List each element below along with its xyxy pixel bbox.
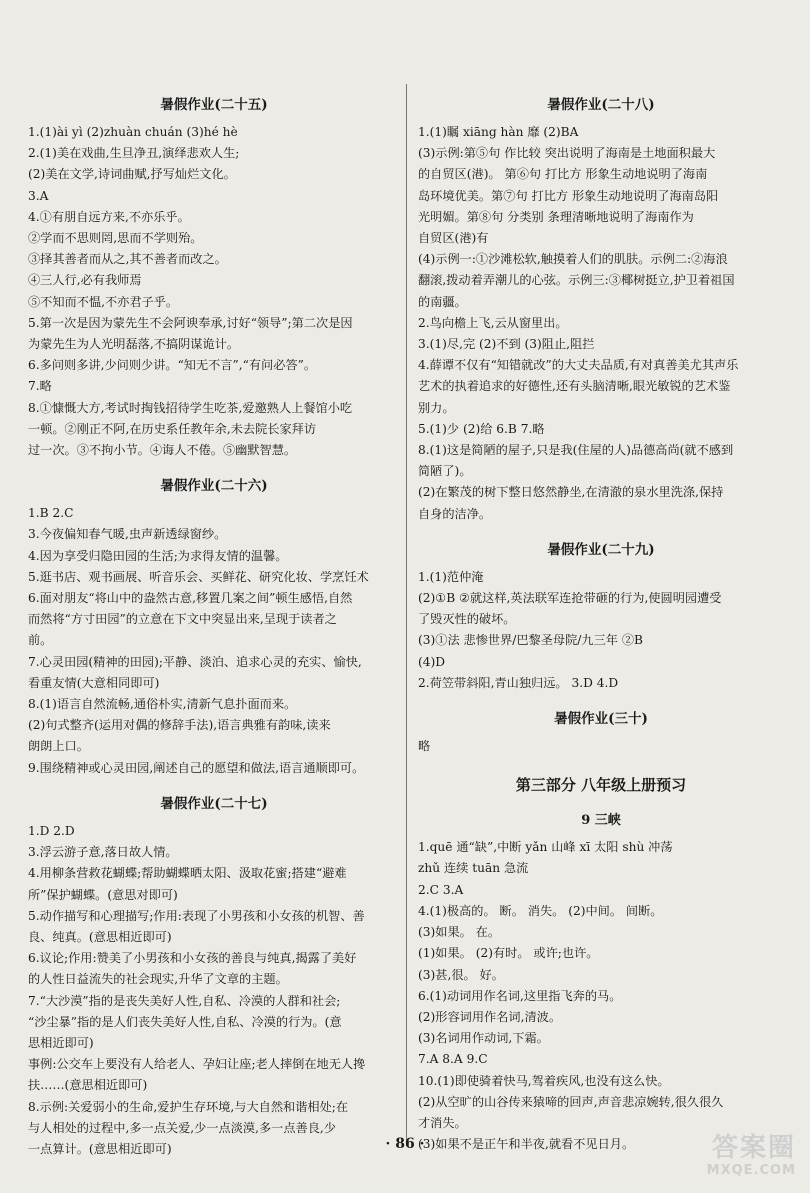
answer-line: 3.(1)尽,完 (2)不到 (3)阻止,阻拦: [418, 337, 595, 352]
answer-line: 3.浮云游子意,落日故人情。: [28, 845, 178, 860]
answer-line: 4.(1)极高的。 断。 消失。 (2)中间。 间断。: [418, 903, 663, 918]
column-divider: [406, 84, 407, 1146]
answer-line: 4.薛谭不仅有“知错就改”的大丈夫品质,有对真善美尤其声乐: [418, 358, 739, 373]
answer-line: (2)句式整齐(运用对偶的修辞手法),语言典雅有韵味,读来: [28, 718, 331, 733]
section-title: 暑假作业(二十九): [547, 541, 655, 558]
answer-line: 5.第一次是因为蒙先生不会阿谀奉承,讨好“领导”;第二次是因: [28, 315, 353, 330]
answer-line: 一点算计。(意思相近即可): [28, 1141, 172, 1156]
answer-line: 1.D 2.D: [28, 823, 75, 838]
answer-line: ⑤不知而不愠,不亦君子乎。: [28, 294, 179, 309]
answer-line: 别力。: [418, 400, 455, 415]
answer-line: 扶……(意思相近即可): [28, 1078, 148, 1093]
answer-line: 7.略: [28, 379, 52, 394]
answer-line: 3.今夜偏知春气暖,虫声新透绿窗纱。: [28, 527, 227, 542]
answer-line: 翻滚,拨动着弄潮儿的心弦。示例三:③椰树挺立,护卫着祖国: [418, 273, 735, 288]
section-title: 暑假作业(二十八): [547, 97, 655, 113]
answer-line: 看重友情(大意相同即可): [28, 675, 160, 690]
answer-line: ③择其善者而从之,其不善者而改之。: [28, 252, 227, 267]
answer-line: 良、纯真。(意思相近即可): [28, 929, 172, 944]
answer-line: 自贸区(港)有: [418, 231, 489, 246]
watermark-text: 答案圈: [711, 1133, 796, 1163]
section-title: 暑假作业(二十六): [160, 478, 268, 495]
answer-line: 8.(1)这是简陋的屋子,只是我(住屋的人)品德高尚(就不感到: [418, 443, 734, 458]
page-number: · 86 ·: [385, 1136, 425, 1152]
answer-line: 3.A: [28, 188, 49, 203]
answer-line: 6.议论;作用:赞美了小男孩和小女孩的善良与纯真,揭露了美好: [28, 951, 357, 966]
answer-line: 岛环境优美。第⑦句 打比方 形象生动地说明了海南岛阳: [418, 188, 719, 203]
answer-line: 才消失。: [418, 1115, 467, 1130]
answer-line: 略: [418, 739, 431, 754]
answer-line: (2)美在文学,诗词曲赋,抒写灿烂文化。: [28, 167, 236, 182]
answer-line: 7.A 8.A 9.C: [418, 1052, 488, 1067]
section-title: 暑假作业(二十五): [160, 97, 268, 113]
answer-line: 事例:公交车上要没有人给老人、孕妇让座;老人摔倒在地无人搀: [28, 1057, 366, 1072]
answer-line: 自身的洁净。: [418, 506, 492, 521]
answer-line: 1.(1)范仲淹: [418, 569, 484, 584]
answer-line: (3)名词用作动词,下霜。: [418, 1031, 549, 1046]
answer-line: 1.quē 通“缺”,中断 yǎn 山峰 xī 太阳 shù 冲荡: [418, 840, 673, 855]
answer-line: 6.多问则多讲,少问则少讲。“知无不言”,“有问必答”。: [28, 358, 317, 373]
answer-line: 5.逛书店、观书画展、听音乐会、买鲜花、研究化妆、学烹饪术: [28, 569, 369, 584]
right-column: [418, 88, 784, 1155]
answer-line: 4.①有朋自远方来,不亦乐乎。: [28, 209, 190, 224]
answer-line: ②学而不思则罔,思而不学则殆。: [28, 231, 203, 246]
answer-line: 光明媚。第⑧句 分类别 条理清晰地说明了海南作为: [418, 209, 694, 224]
answer-line: (2)从空旷的山谷传来猿啼的回声,声音悲凉婉转,很久很久: [418, 1094, 724, 1109]
answer-line: 2.鸟向檐上飞,云从窗里出。: [418, 315, 568, 330]
answer-line: “沙尘暴”指的是人们丧失美好人性,自私、冷漠的行为。(意: [28, 1014, 342, 1029]
answer-line: 思相近即可): [28, 1035, 94, 1050]
answer-line: (3)如果不是正午和半夜,就看不见日月。: [418, 1137, 635, 1152]
answer-line: 1.B 2.C: [28, 506, 74, 521]
watermark-url: MXQE.COM: [706, 1163, 796, 1178]
answer-line: 6.面对朋友“将山中的盎然古意,移置几案之间”顿生感悟,自然: [28, 591, 353, 606]
watermark-logo: [656, 1133, 796, 1183]
answer-line: 一顿。②刚正不阿,在历史系任教年余,未去院长家拜访: [28, 421, 317, 436]
answer-line: 的自贸区(港)。 第⑥句 打比方 形象生动地说明了海南: [418, 167, 708, 182]
answer-line: (1)如果。 (2)有时。 或许;也许。: [418, 946, 599, 961]
answer-line: 7.“大沙漠”指的是丧失美好人性,自私、冷漠的人群和社会;: [28, 993, 341, 1008]
answer-line: zhǔ 连续 tuān 急流: [418, 861, 529, 876]
answer-line: ④三人行,必有我师焉: [28, 273, 142, 288]
answer-line: 简陋了)。: [418, 464, 472, 479]
answer-line: 与人相处的过程中,多一点关爱,少一点淡漠,多一点善良,少: [28, 1120, 336, 1135]
section-title: 暑假作业(三十): [554, 711, 648, 728]
answer-line: (2)在繁茂的树下整日悠然静坐,在清澈的泉水里洗涤,保持: [418, 485, 724, 500]
answer-line: 1.(1)瞩 xiāng hàn 靡 (2)BA: [418, 125, 579, 139]
answer-line: (3)①法 悲惨世界/巴黎圣母院/九三年 ②B: [418, 633, 643, 648]
answer-line: 10.(1)即使骑着快马,驾着疾风,也没有这么快。: [418, 1073, 670, 1088]
answer-line: 4.因为享受归隐田园的生活;为求得友情的温馨。: [28, 548, 288, 563]
answer-line: 9.围绕精神或心灵田园,阐述自己的愿望和做法,语言通顺即可。: [28, 760, 365, 775]
answer-line: 2.荷笠带斜阳,青山独归远。 3.D 4.D: [418, 675, 619, 690]
answer-line: 2.(1)美在戏曲,生旦净丑,演绎悲欢人生;: [28, 146, 240, 161]
answer-line: 5.动作描写和心理描写;作用:表现了小男孩和小女孩的机智、善: [28, 908, 365, 923]
answer-line: (2)①B ②就这样,英法联军连抢带砸的行为,使圆明园遭受: [418, 591, 722, 606]
left-column: [28, 88, 400, 1160]
answer-line: 了毁灭性的破坏。: [418, 612, 516, 627]
answer-line: 过一次。③不拘小节。④诲人不倦。⑤幽默智慧。: [28, 443, 297, 458]
answer-line: 8.示例:关爱弱小的生命,爱护生存环境,与大自然和谐相处;在: [28, 1099, 349, 1114]
answer-line: (4)D: [418, 654, 446, 669]
answer-line: 2.C 3.A: [418, 882, 464, 897]
answer-line: 所”保护蝴蝶。(意思对即可): [28, 887, 178, 902]
answer-line: 的人性日益流失的社会现实,升华了文章的主题。: [28, 972, 288, 987]
answer-line: (2)形容词用作名词,清波。: [418, 1009, 562, 1024]
section-title: 暑假作业(二十七): [160, 795, 268, 812]
answer-line: (3)甚,很。 好。: [418, 967, 504, 982]
answer-line: 6.(1)动词用作名词,这里指飞奔的马。: [418, 988, 622, 1003]
answer-line: 7.心灵田园(精神的田园);平静、淡泊、追求心灵的充实、愉快,: [28, 654, 362, 669]
answer-line: 而然将“方寸田园”的立意在下文中突显出来,呈现于读者之: [28, 612, 337, 627]
answer-line: (4)示例一:①沙滩松软,触摸着人们的肌肤。示例二:②海浪: [418, 252, 728, 267]
answer-line: 4.用柳条营救花蝴蝶;帮助蝴蝶晒太阳、汲取花蜜;搭建“避难: [28, 866, 347, 881]
answer-line: 为蒙先生为人光明磊落,不搞阴谋诡计。: [28, 337, 240, 352]
answer-line: 朗朗上口。: [28, 739, 89, 754]
answer-line: 8.①慷慨大方,考试时掏钱招待学生吃茶,爱邀熟人上餐馆小吃: [28, 400, 353, 415]
answer-line: (3)如果。 在。: [418, 925, 501, 940]
answer-line: 8.(1)语言自然流畅,通俗朴实,清新气息扑面而来。: [28, 697, 297, 712]
part-title: 第三部分 八年级上册预习: [515, 776, 687, 795]
answer-line: 1.(1)ài yì (2)zhuàn chuán (3)hé hè: [28, 125, 238, 139]
answer-line: (3)示例:第⑤句 作比较 突出说明了海南是土地面积最大: [418, 146, 716, 161]
answer-line: 的南疆。: [418, 294, 467, 309]
answer-line: 艺术的执着追求的好德性,还有头脑清晰,眼光敏锐的艺术鉴: [418, 379, 731, 394]
answer-line: 5.(1)少 (2)给 6.B 7.略: [418, 421, 545, 436]
lesson-title: 9 三峡: [581, 813, 621, 829]
answer-line: 前。: [28, 633, 53, 648]
